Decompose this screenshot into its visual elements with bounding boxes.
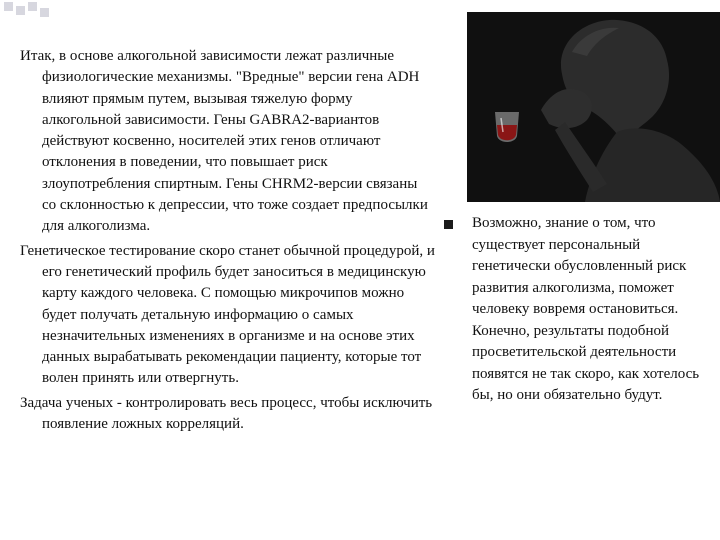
paragraph-genetic-testing: Генетическое тестирование скоро станет обычной процедурой, и его генетический профиль будет заноситься в медицинскую карту каждого человека. С помощью микрочипов можно будет получать детальную информацию о самых незначительных изменениях в организме и на основе этих данных вырабатывать рекомендации пациенту, которые тот волен принять или отвергнуть. [20,242,435,387]
paragraph-scientists-task: Задача ученых - контролировать весь процесс, чтобы исключить появление ложных корреляций. [20,394,433,433]
paragraph-genetic-mechanisms: Итак, в основе алкогольной зависимости лежат различные физиологические механизмы. "Вредные" версии гена ADH влияют прямым путем, вызывая тяжелую форму алкогольной зависимости. Гены GABRA2-вариантов действуют косвенно, носителей этих генов отличают отклонения в поведении, что повышает риск злоупотребления спиртным. Гены CHRM2-версии связаны со склонностью к депрессии, что тоже создает предпосылки для алкоголизма. [20,48,428,235]
bullet-square-icon [444,220,453,229]
man-with-wine-glass-photo [467,12,720,202]
left-text-column [20,46,435,438]
bullet-text-awareness: Возможно, знание о том, что существует персональный генетически обусловленный риск развития алкоголизма, поможет человеку вовремя остановиться. Конечно, результаты подобной просветительской деятельности появятся не так скоро, как хотелось бы, но они обязательно будут. [472,215,700,403]
silhouette-illustration [467,12,720,202]
corner-decoration [0,0,60,22]
